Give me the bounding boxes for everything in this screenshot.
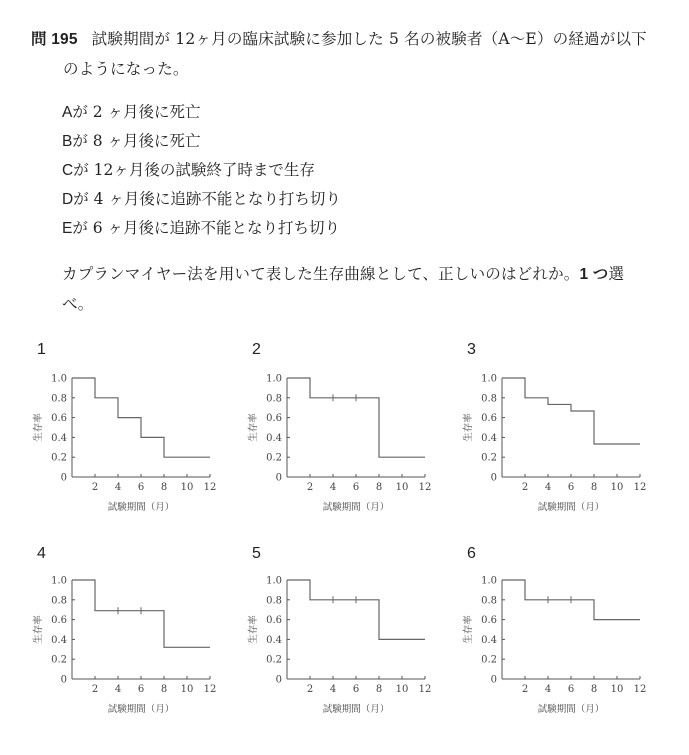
prompt-line1 — [62, 262, 624, 284]
y-tick-label: 0.4 — [51, 634, 67, 646]
x-tick-label: 6 — [567, 482, 575, 493]
y-tick-label: 0.4 — [51, 432, 67, 444]
x-tick-label: 2 — [521, 684, 529, 695]
condition-id: A — [62, 104, 73, 121]
y-tick-label: 0.6 — [481, 615, 497, 627]
y-tick-label: 1.0 — [51, 373, 67, 385]
x-tick-label: 6 — [352, 684, 360, 695]
condition-e — [62, 216, 340, 238]
x-tick-label: 4 — [114, 482, 122, 493]
y-tick-label: 0.2 — [266, 654, 282, 666]
y-tick-label: 0.6 — [481, 413, 497, 425]
x-tick-label: 6 — [137, 684, 145, 695]
condition-id: D — [62, 191, 74, 208]
x-tick-label: 4 — [329, 482, 337, 493]
x-tick-label: 10 — [395, 684, 409, 695]
x-tick-label: 12 — [203, 482, 217, 493]
survival-curve — [287, 378, 425, 457]
x-axis-label: 試験期間（月） — [322, 704, 390, 715]
y-tick-label: 0.8 — [481, 393, 497, 405]
condition-text: が 4 ヶ月後に追跡不能となり打ち切り — [73, 190, 341, 208]
prompt-emphasis: 1 つ — [579, 266, 609, 283]
option-label-4: 4 — [37, 545, 46, 562]
x-tick-label: 6 — [567, 684, 575, 695]
x-tick-label: 8 — [375, 482, 383, 493]
prompt-text: カプランマイヤー法を用いて表した生存曲線として、正しいのはどれか。 — [62, 265, 580, 283]
y-tick-label: 0.2 — [481, 654, 497, 666]
y-tick-label: 1.0 — [266, 373, 282, 385]
condition-c — [62, 158, 315, 180]
x-tick-label: 10 — [395, 482, 409, 493]
x-tick-label: 4 — [329, 684, 337, 695]
x-tick-label: 4 — [544, 684, 552, 695]
survival-curve — [72, 378, 210, 457]
survival-chart-6 — [460, 567, 660, 727]
y-tick-label: 0.2 — [51, 654, 67, 666]
x-tick-label: 12 — [633, 482, 647, 493]
y-tick-label: 0 — [275, 472, 282, 484]
condition-text: が 6 ヶ月後に追跡不能となり打ち切り — [72, 219, 341, 237]
condition-id: B — [62, 133, 73, 150]
x-tick-label: 12 — [418, 482, 432, 493]
survival-chart-3 — [460, 365, 660, 525]
option-label-5: 5 — [252, 545, 261, 562]
x-tick-label: 12 — [633, 684, 647, 695]
x-tick-label: 6 — [137, 482, 145, 493]
option-label-2: 2 — [252, 341, 261, 358]
option-label-1: 1 — [37, 341, 46, 358]
y-tick-label: 0 — [60, 472, 67, 484]
condition-a — [62, 100, 201, 122]
x-tick-label: 4 — [114, 684, 122, 695]
y-tick-label: 0.4 — [481, 634, 497, 646]
x-tick-label: 6 — [352, 482, 360, 493]
y-tick-label: 1.0 — [481, 575, 497, 587]
y-axis-label: 生存率 — [463, 615, 474, 644]
x-tick-label: 10 — [180, 684, 194, 695]
condition-text: が 2 ヶ月後に死亡 — [72, 103, 201, 121]
question-number: 問 195 — [31, 31, 78, 48]
x-axis-label: 試験期間（月） — [537, 502, 605, 513]
prompt-text-end: 選 — [608, 265, 625, 283]
condition-b — [62, 129, 201, 151]
x-tick-label: 8 — [160, 684, 168, 695]
y-axis-label: 生存率 — [248, 615, 259, 644]
x-axis-label: 試験期間（月） — [107, 704, 175, 715]
y-tick-label: 0 — [490, 472, 497, 484]
x-tick-label: 10 — [180, 482, 194, 493]
y-tick-label: 1.0 — [51, 575, 67, 587]
question-body: 試験期間が 12ヶ月の臨床試験に参加した 5 名の被験者（A～E）の経過が以下 — [91, 30, 647, 48]
y-tick-label: 0.4 — [266, 432, 282, 444]
y-axis-label: 生存率 — [248, 413, 259, 442]
x-tick-label: 2 — [306, 482, 314, 493]
y-tick-label: 0.4 — [481, 432, 497, 444]
x-tick-label: 4 — [544, 482, 552, 493]
x-axis-label: 試験期間（月） — [537, 704, 605, 715]
x-tick-label: 12 — [203, 684, 217, 695]
option-label-3: 3 — [467, 341, 476, 358]
x-tick-label: 8 — [375, 684, 383, 695]
condition-id: C — [62, 162, 74, 179]
condition-id: E — [62, 220, 73, 237]
y-tick-label: 0.8 — [266, 393, 282, 405]
x-tick-label: 2 — [91, 482, 99, 493]
y-tick-label: 0.2 — [266, 452, 282, 464]
question-text-line2: のようになった。 — [63, 60, 189, 78]
survival-chart-5 — [245, 567, 445, 727]
x-tick-label: 2 — [306, 684, 314, 695]
survival-chart-1 — [30, 365, 230, 525]
x-tick-label: 8 — [590, 482, 598, 493]
y-tick-label: 0 — [60, 674, 67, 686]
y-tick-label: 1.0 — [481, 373, 497, 385]
survival-chart-2 — [245, 365, 445, 525]
y-tick-label: 0 — [275, 674, 282, 686]
x-axis-label: 試験期間（月） — [107, 502, 175, 513]
condition-d — [62, 187, 341, 209]
survival-curve — [502, 378, 640, 444]
y-axis-label: 生存率 — [33, 413, 44, 442]
x-axis-label: 試験期間（月） — [322, 502, 390, 513]
condition-text: が 12ヶ月後の試験終了時まで生存 — [73, 161, 315, 179]
y-tick-label: 0.8 — [481, 595, 497, 607]
y-tick-label: 0.2 — [51, 452, 67, 464]
x-tick-label: 8 — [160, 482, 168, 493]
y-tick-label: 0.6 — [266, 615, 282, 627]
y-tick-label: 0.8 — [266, 595, 282, 607]
option-label-6: 6 — [467, 545, 476, 562]
y-tick-label: 0.8 — [51, 393, 67, 405]
y-tick-label: 0.6 — [51, 615, 67, 627]
y-axis-label: 生存率 — [463, 413, 474, 442]
y-tick-label: 0.6 — [51, 413, 67, 425]
x-tick-label: 12 — [418, 684, 432, 695]
y-tick-label: 0.4 — [266, 634, 282, 646]
condition-text: が 8 ヶ月後に死亡 — [72, 132, 201, 150]
x-tick-label: 8 — [590, 684, 598, 695]
survival-curve — [287, 580, 425, 639]
x-tick-label: 2 — [521, 482, 529, 493]
prompt-line2: べ。 — [62, 295, 94, 313]
question-text-line1 — [31, 27, 647, 49]
x-tick-label: 2 — [91, 684, 99, 695]
survival-chart-4 — [30, 567, 230, 727]
y-tick-label: 0.6 — [266, 413, 282, 425]
x-tick-label: 10 — [610, 482, 624, 493]
y-tick-label: 0.8 — [51, 595, 67, 607]
y-tick-label: 0.2 — [481, 452, 497, 464]
x-tick-label: 10 — [610, 684, 624, 695]
y-axis-label: 生存率 — [33, 615, 44, 644]
y-tick-label: 0 — [490, 674, 497, 686]
y-tick-label: 1.0 — [266, 575, 282, 587]
